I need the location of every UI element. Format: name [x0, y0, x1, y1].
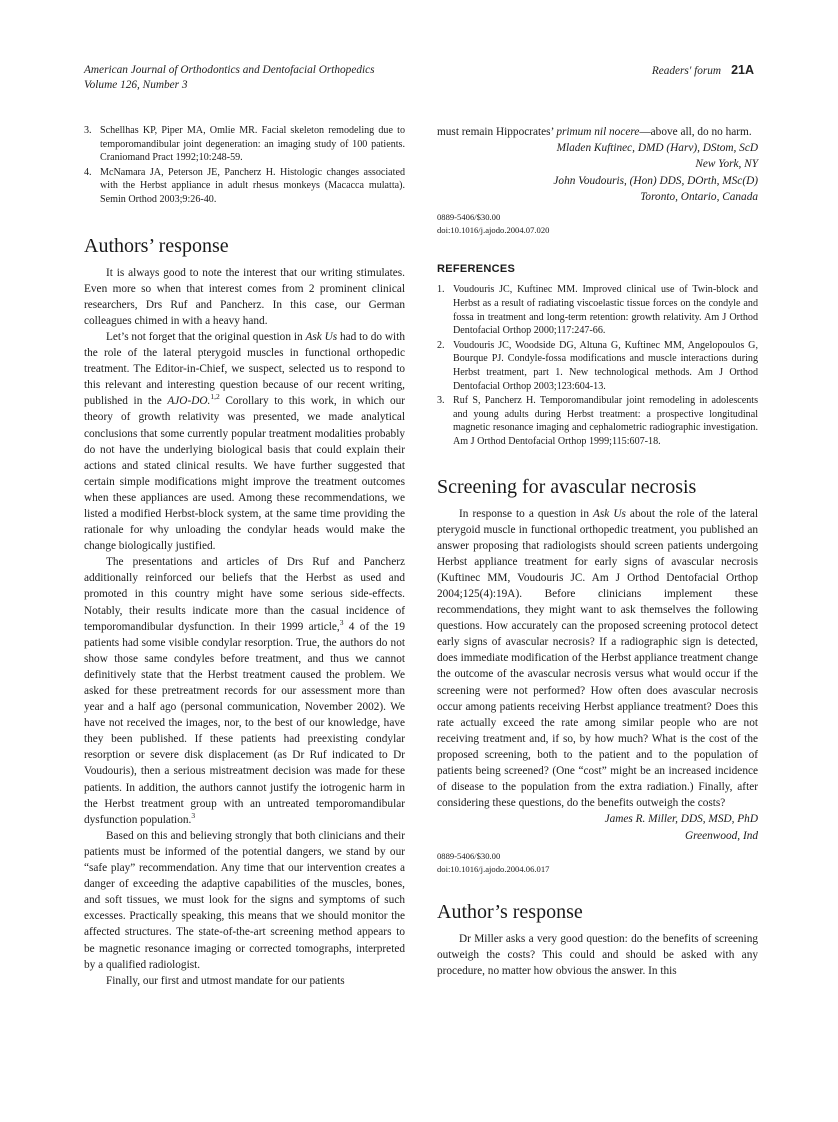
continued-paragraph: [437, 124, 758, 140]
reference-text: McNamara JA, Peterson JE, Pancherz H. Histologic changes associated with the Herbst appliance in adult rhesus monkeys (Macacca mulatta). Semin Orthod 2003;9:26-40.: [100, 166, 405, 205]
article-meta: [437, 850, 758, 876]
body-paragraph: [84, 554, 405, 828]
reference-item: [437, 394, 758, 448]
reference-text: Voudouris JC, Kuftinec MM. Improved clinical use of Twin-block and Herbst as a result of radiating viscoelastic tissue forces on the condyle and fossa in treatment and long-term retention: growth relativity. Am J Orthod Dentofacial Orthop 2000;117:247-66.: [453, 284, 758, 337]
signature-line: Greenwood, Ind: [685, 829, 758, 842]
doi-link[interactable]: doi:10.1016/j.ajodo.2004.06.017: [437, 863, 550, 874]
page-number: 21A: [731, 63, 754, 77]
paragraph-text: Corollary to this work, in which our theory of growth relativity was presented, we made analytical conclusions that some currently popular treatment modalities probably do not have the underlying biological basis that could explain their actions and stated clinical results. We have further suggested that certain simple modifications might improve the treatment outcomes when these appliances are used. Among these recommendations, we listed a modified Herbst-block system, at the same time providing the rationale for why unloading the condylar heads would make the change biologically justified.: [84, 395, 405, 553]
section-title-author-response: Author’s response: [437, 900, 583, 923]
paragraph-text: about the role of the lateral pterygoid muscle in functional orthopedic treatment, you published an answer proposing that radiologists should screen patients undergoing Herbst appliance treatment for early signs of avascular necrosis (Kuftinec MM, Voudouris JC. Am J Orthod Dentofacial Orthop 2004;125(4):19A). Before clinicians implement these recommendations, they might want to ask themselves the following questions. How accurately can the proposed screening protocol detect early signs of avascular necrosis? If a radiographic sign is detected, does immediate modification of the Herbst appliance treatment change the outcome of the avascular necrosis versus what would occur if the screening were not performed? How often does avascular necrosis occur among patients receiving Herbst appliance treatment? Does this rate actually exceed the rate among similar people who are not receiving treatment and, if so, by how much? What is the cost of the proposed screening, both to the patient and to the population of patients being screened? (One “cost” might be an increased incidence of disease to the population from the extra radiation.) Finally, after considering these questions, do the benefits outweigh the costs?: [437, 507, 758, 810]
section-title-authors-response: Authors’ response: [84, 234, 229, 257]
body-paragraph: [437, 506, 758, 812]
author-signature: [437, 811, 758, 844]
signature-line: New York, NY: [695, 158, 758, 171]
paragraph-text: The presentations and articles of Drs Ruf and Pancherz additionally reinforced our beliefs that the Herbst as used and promoted in this country might have some serious side-effects. Notably, their results indicate more than the casual incidence of temporomandibular dysfunction. In their 1999 article,: [84, 556, 405, 633]
paragraph-text: In response to a question in: [459, 507, 593, 520]
latin-phrase-italic: primum nil nocere: [556, 126, 640, 138]
signature-line: Mladen Kuftinec, DMD (Harv), DStom, ScD: [556, 142, 758, 155]
running-header-right: [652, 63, 754, 79]
reference-number: 1.: [437, 284, 445, 296]
journal-title: American Journal of Orthodontics and Dentofacial Orthopedics: [84, 64, 375, 76]
signature-line: Toronto, Ontario, Canada: [640, 190, 758, 203]
reference-item: [84, 124, 405, 165]
reference-number: 3.: [437, 395, 445, 407]
reference-item: [437, 339, 758, 393]
reference-item: [437, 283, 758, 337]
body-paragraph: [84, 265, 405, 329]
body-paragraph: [84, 329, 405, 554]
reference-text: Schellhas KP, Piper MA, Omlie MR. Facial skeleton remodeling due to temporomandibular joint degeneration: an imaging study of 100 patients. Craniomand Pract 1992;10:248-59.: [100, 125, 405, 164]
body-paragraph: [437, 931, 758, 979]
citation-superscript: 1,2: [210, 392, 220, 402]
journal-abbrev-italic: AJO-DO.: [167, 395, 211, 408]
references-heading: REFERENCES: [437, 263, 516, 276]
signature-line: James R. Miller, DDS, MSD, PhD: [604, 813, 758, 826]
paragraph-text: Let’s not forget that the original question in: [106, 330, 306, 343]
prior-reference-list: [84, 124, 405, 207]
ask-us-italic: Ask Us: [305, 330, 338, 343]
price-code: 0889-5406/$30.00: [437, 850, 501, 861]
reference-list: [437, 283, 758, 448]
paragraph-text: 4 of the 19 patients had some visible condylar resorption. True, the authors do not show those same condyles before treatment, and thus we cannot definitively state that the Herbst treatment caused the problem. We asked for these pretreatment records for our assessment more than year and a half ago (personal communication, November 2002). We have not received the images, nor, to the best of our knowledge, have they been published. If these patients had preexisting condylar resorption or severe disk displacement (as Dr Ruf indicated to Dr Voudouris), then a serious mistreatment decision was made for these patients. In addition, the authors cannot justify the iotrogenic harm in the Herbst treatment group with an untreated temporomandibular dysfunction population.: [84, 620, 405, 826]
reference-text: Ruf S, Pancherz H. Temporomandibular joint remodeling in adolescents and young adults during Herbst treatment: a prospective longitudinal magnetic resonance imaging and cephalometric radiographic investigation. Am J Orthod Dentofacial Orthop 1999;115:607-18.: [453, 395, 758, 447]
doi-link[interactable]: doi:10.1016/j.ajodo.2004.07.020: [437, 225, 550, 236]
reference-number: 2.: [437, 339, 445, 351]
reference-number: 3.: [84, 125, 92, 136]
paragraph-text: —above all, do no harm.: [639, 126, 752, 138]
right-column: [437, 124, 758, 979]
citation-superscript: 3: [191, 810, 196, 820]
price-code: 0889-5406/$30.00: [437, 212, 501, 223]
signature-line: John Voudouris, (Hon) DDS, DOrth, MSc(D): [553, 174, 758, 187]
paragraph-text: must remain Hippocrates’: [437, 126, 557, 138]
paragraph-text: had to do with the role of the lateral pterygoid muscles in functional orthopedic treatment. The Editor-in-Chief, we suspect, selected us to respond to this relevant and interesting question because of our recent writing, published in the: [84, 330, 405, 408]
journal-volume: Volume 126, Number 3: [84, 79, 188, 91]
running-header-left: [84, 63, 375, 93]
section-name: Readers' forum: [651, 65, 722, 77]
reference-number: 4.: [84, 166, 92, 178]
author-signature: [437, 140, 758, 205]
body-paragraph: [84, 973, 405, 989]
paragraph-text: Finally, our first and utmost mandate for our patients: [106, 974, 345, 987]
citation-superscript: 3: [339, 617, 344, 627]
ask-us-italic: Ask Us: [593, 507, 626, 520]
reference-text: Voudouris JC, Woodside DG, Altuna G, Kuftinec MM, Angelopoulos G, Bourque PJ. Condyle-fossa modifications and muscle interactions during Herbst treatment, part 1. New technological methods. Am J Orthod Dentofacial Orthop 2003;123:604-13.: [453, 339, 758, 392]
body-paragraph: [84, 828, 405, 973]
article-meta: [437, 211, 758, 237]
paragraph-text: Based on this and believing strongly that both clinicians and their patients must be informed of the potential dangers, we stand by our “safe play” recommendation. Any time that our intervention creates a danger of exceeding the adaptive capabilities of the muscles, bones, and soft tissues, we must look for the signs and symptoms of such excesses. Practically speaking, this means that we should monitor the affected structures. The state-of-the-art screening method appears to be magnetic resonance imaging or corrected tomographs, interpreted by a qualified radiologist.: [84, 829, 405, 971]
left-column: [84, 124, 405, 989]
paragraph-text: Dr Miller asks a very good question: do the benefits of screening outweigh the costs? This could and should be asked with any procedure, no matter how obvious the answer. In this: [437, 932, 758, 978]
reference-item: [84, 166, 405, 207]
section-title-screening: Screening for avascular necrosis: [437, 475, 697, 498]
paragraph-text: It is always good to note the interest that our writing stimulates. Even more so when that interest comes from 2 prominent clinical researchers, Drs Ruf and Pancherz. In this case, our German colleagues chimed in with a heavy hand.: [84, 266, 405, 327]
